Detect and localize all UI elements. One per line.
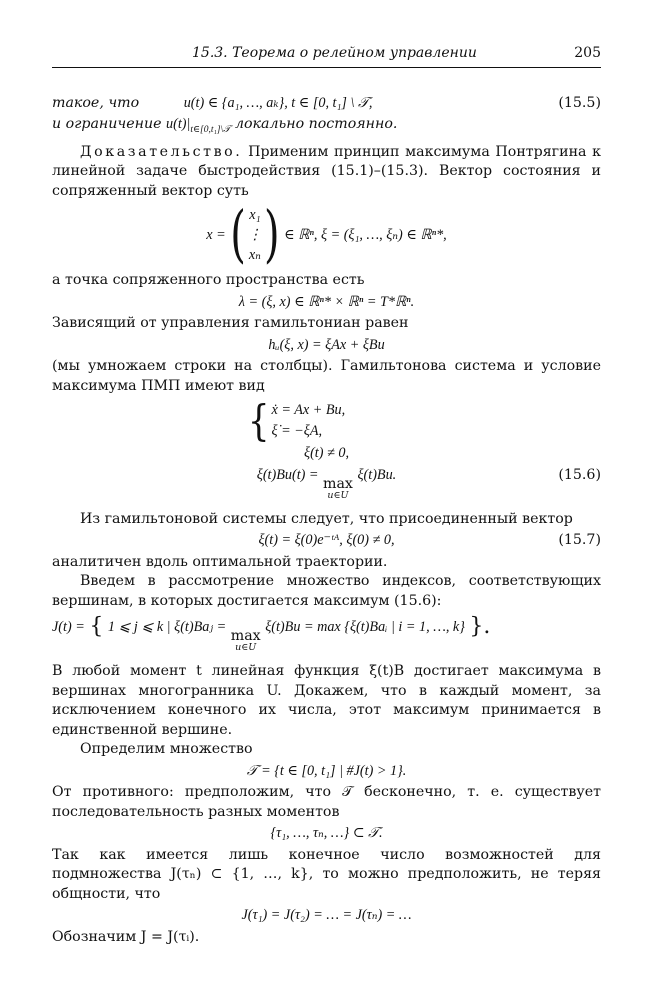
brace-glyph: }.	[469, 614, 491, 639]
brace-glyph: {	[89, 614, 104, 639]
paragraph-text: Так как имеется лишь конечное число возможностей для подмножества J(τₙ) ⊂ {1, …, k}, то можно предположить, не теряя общности, что	[52, 846, 601, 902]
formula-nonzero: ξ(t) ≠ 0,	[304, 445, 349, 461]
paragraph-text: Зависящий от управления гамильтониан равен	[52, 315, 409, 331]
hamiltonian-system	[52, 396, 601, 446]
equation-number: (15.6)	[558, 466, 601, 483]
equation-15-7	[52, 531, 601, 551]
column-vector	[230, 199, 280, 271]
text-fragment: локально постоянно.	[230, 116, 398, 132]
section-title: 15.3. Теорема о релейном управлении	[192, 45, 477, 61]
system-row: ξ̇ = −ξA,	[271, 423, 323, 439]
formula-part: ∈ ℝⁿ, ξ = (ξ₁, …, ξₙ) ∈ ℝⁿ*,	[284, 227, 447, 243]
paragraph-text: Применим принцип максимума Понтрягина к линейной задаче быстродействия (15.1)–(15.3). Вектор состояния и сопряженный вектор суть	[52, 143, 601, 199]
paragraph-text: а точка сопряженного пространства есть	[52, 272, 365, 288]
lead-text: такое, что	[52, 94, 140, 111]
formula-part: ξ(t)Bu.	[357, 466, 397, 483]
book-page	[52, 44, 601, 947]
equation-15-5	[52, 94, 601, 114]
max-subscript: u∈U	[327, 489, 349, 501]
formula-hamiltonian: hᵤ(ξ, x) = ξAx + ξBu	[268, 336, 385, 353]
paragraph-proof	[52, 143, 601, 202]
left-paren-glyph: (	[230, 199, 246, 271]
paragraph-text: Определим множество	[80, 741, 253, 757]
formula-sequence: {τ₁, …, τₙ, …} ⊂ 𝒯.	[270, 825, 383, 841]
formula-part: ξ(t) = ξ(0)e⁻ᵗᴬ, ξ(0) ≠ 0,	[258, 532, 395, 548]
max-subscript: u∈U	[235, 642, 257, 653]
right-paren-glyph: )	[263, 199, 280, 271]
page-number: 205	[574, 45, 601, 61]
paragraph-text: От противного: предположим, что 𝒯 бесконечно, т. е. существует последовательность разных моментов	[52, 784, 601, 820]
vector-entry: ⋮	[247, 227, 262, 243]
formula-control-values: u(t) ∈ {a₁, …, aₖ}, t ∈ [0, t₁] \ 𝒯,	[183, 94, 373, 111]
proof-label: Доказательство.	[80, 143, 243, 160]
formula-part: J(t) =	[52, 619, 85, 635]
formula-part: x =	[206, 227, 226, 243]
formula-set-T: 𝒯 = {t ∈ [0, t₁] | #J(t) > 1}.	[246, 762, 407, 779]
paragraph-text: В любой момент t линейная функция ξ(t)B достигает максимума в вершинах многогранника U. Докажем, что в каждый момент, за исключением конечного их числа, этот максимум принимается в единственной вершине.	[52, 663, 601, 738]
paragraph-text: Из гамильтоновой системы следует, что присоединенный вектор	[80, 510, 573, 527]
formula-lambda: λ = (ξ, x) ∈ ℝⁿ* × ℝⁿ = T*ℝⁿ.	[238, 293, 415, 310]
formula-index-set	[52, 614, 601, 654]
paragraph-text: Обозначим J = J(τᵢ).	[52, 928, 200, 945]
left-brace-glyph: {	[247, 396, 270, 446]
text-fragment: и ограничение	[52, 116, 166, 132]
paragraph-text: (мы умножаем строки на столбцы). Гамильтонова система и условие максимума ПМП имеют вид	[52, 358, 601, 394]
max-operator: max	[230, 628, 261, 644]
formula-part: 1 ⩽ j ⩽ k | ξ(t)Baⱼ =	[107, 619, 227, 635]
equation-number: (15.7)	[558, 532, 601, 548]
equation-15-6	[52, 466, 601, 502]
max-operator: max	[323, 475, 353, 492]
formula-restriction: u(t)|	[166, 116, 191, 132]
vector-formula	[52, 199, 601, 271]
running-header	[52, 44, 601, 68]
formula-subscript: t∈[0,t₁]\𝒯	[190, 124, 231, 135]
restriction-line	[52, 115, 601, 135]
paragraph-text: Введем в рассмотрение множество индексов, соответствующих вершинам, в которых достигается максимум (15.6):	[52, 573, 601, 609]
equation-number: (15.5)	[558, 94, 601, 111]
vector-entry: x₁	[249, 207, 261, 223]
paragraph-text: аналитичен вдоль оптимальной траектории.	[52, 553, 388, 570]
formula-part: ξ(t)Bu(t) =	[256, 466, 319, 483]
vector-entry: xₙ	[248, 247, 261, 263]
formula-part: ξ(t)Bu = max {ξ(t)Baᵢ | i = 1, …, k}	[265, 619, 465, 635]
system-row: ẋ = Ax + Bu,	[271, 402, 346, 418]
formula-equal-sets: J(τ₁) = J(τ₂) = … = J(τₙ) = …	[241, 907, 412, 923]
